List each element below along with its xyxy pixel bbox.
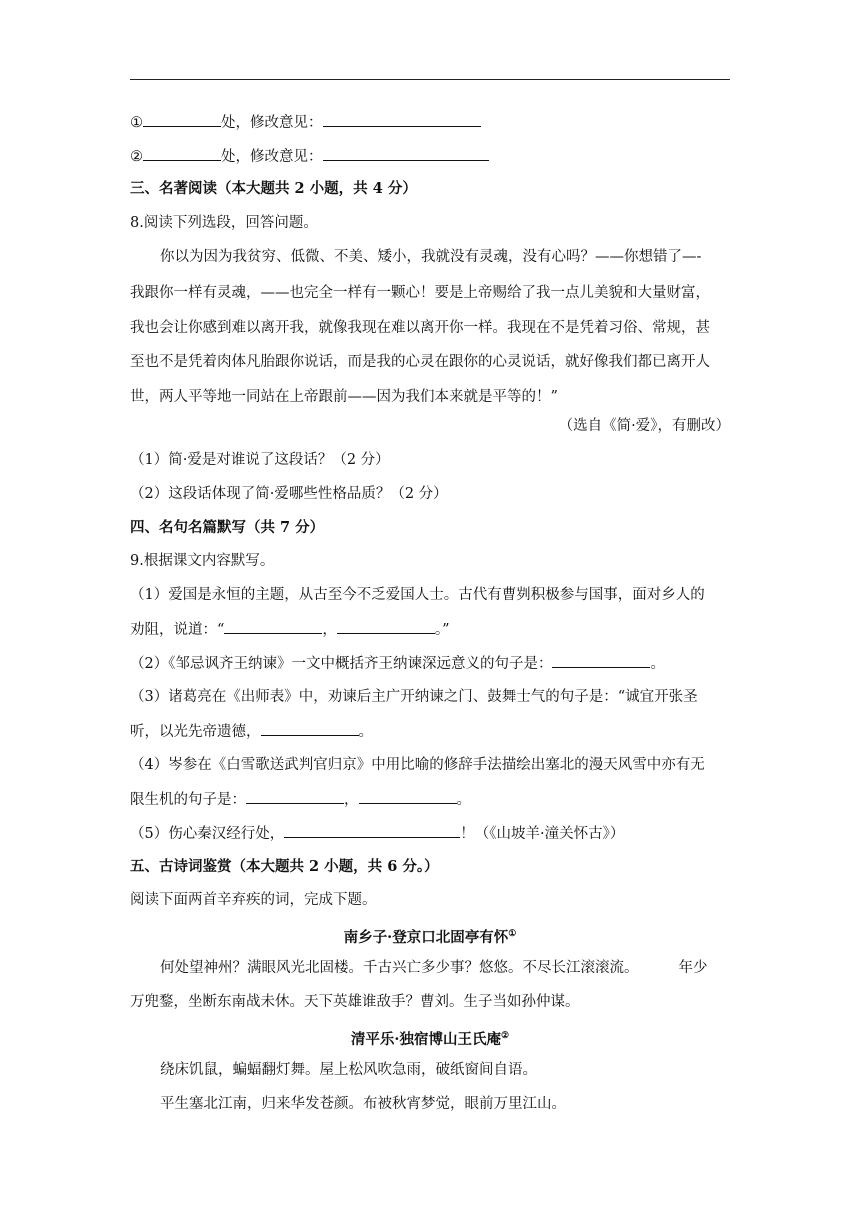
question-9-prompt: 9.根据课文内容默写。 (130, 553, 275, 569)
poem-2-line: 绕床饥鼠，蝙蝠翻灯舞。屋上松风吹急雨，破纸窗间自语。 (160, 1062, 537, 1078)
edit-item-2 (130, 146, 730, 167)
edit-item-label: 处，修改意见： (221, 149, 323, 165)
recite-text: 。 (650, 656, 665, 672)
recite-item-2 (130, 653, 730, 674)
edit-item-1 (130, 112, 730, 133)
recite-text: （5）伤心秦汉经行处， (130, 826, 285, 842)
recite-text: 劝阻，说道：“ (130, 622, 225, 638)
section-heading: 五、古诗词鉴赏（本大题共 2 小题，共 6 分。） (130, 858, 439, 875)
recite-item-5 (130, 823, 730, 844)
question-8-prompt: 8.阅读下列选段，回答问题。 (130, 215, 318, 231)
footnote-marker: ② (500, 1031, 510, 1041)
sub-question-2: （2）这段话体现了简·爱哪些性格品质？（2 分） (130, 486, 448, 502)
edit-item-number: ② (130, 149, 143, 165)
section-intro: 阅读下面两首辛弃疾的词，完成下题。 (130, 892, 377, 908)
recite-text: （2）《邹忌讽齐王纳谏》一文中概括齐王纳谏深远意义的句子是： (130, 656, 553, 672)
header-rule (130, 79, 730, 80)
answer-blank[interactable] (552, 653, 650, 668)
answer-blank[interactable] (246, 789, 344, 804)
recite-item-1-line2 (130, 619, 730, 640)
recite-text: 限生机的句子是： (130, 792, 246, 808)
recite-item-4-line2 (130, 789, 730, 810)
answer-blank[interactable] (143, 146, 221, 161)
answer-blank[interactable] (143, 112, 221, 127)
answer-blank[interactable] (337, 619, 435, 634)
recite-text: 。 (358, 724, 373, 740)
recite-item-4-line1: （4）岑参在《白雪歌送武判官归京》中用比喻的修辞手法描绘出塞北的漫天风雪中亦有无 (130, 757, 705, 773)
edit-item-number: ① (130, 115, 143, 131)
recite-text: 。 (456, 792, 471, 808)
edit-item-label: 处，修改意见： (221, 115, 323, 131)
poem-title-text: 清平乐·独宿博山王氏庵 (350, 1030, 501, 1048)
poem-text: 何处望神州？满眼风光北固楼。千古兴亡多少事？悠悠。不尽长江滚滚流。 (160, 960, 639, 976)
passage-line: 我跟你一样有灵魂，——也完全一样有一颗心！要是上帝赐给了我一点儿美貌和大量财富， (130, 285, 710, 301)
answer-blank[interactable] (323, 146, 489, 161)
footnote-marker: ① (508, 929, 517, 939)
answer-blank[interactable] (323, 112, 481, 127)
recite-item-3-line2 (130, 721, 730, 742)
answer-blank[interactable] (224, 619, 322, 634)
section-heading: 四、名句名篇默写（共 7 分） (130, 519, 325, 536)
poem-text: 年少 (678, 960, 708, 976)
answer-blank[interactable] (261, 721, 359, 736)
answer-blank[interactable] (284, 823, 460, 838)
passage-line: 至也不是凭着肉体凡胎跟你说话，而是我的心灵在跟你的心灵说话，就好像我们都已离开人 (130, 354, 710, 370)
passage-line: 你以为因为我贫穷、低微、不美、矮小，我就没有灵魂，没有心吗？——你想错了—- (160, 249, 702, 265)
section-heading: 三、名著阅读（本大题共 2 小题，共 4 分） (130, 180, 417, 197)
poem-2-title (130, 1026, 730, 1050)
poem-2-line: 平生塞北江南，归来华发苍颜。布被秋宵梦觉，眼前万里江山。 (160, 1096, 566, 1112)
recite-item-3-line1: （3）诸葛亮在《出师表》中，劝谏后主广开纳谏之门、鼓舞士气的句子是：“诚宜开张圣 (130, 689, 698, 705)
poem-title-text: 南乡子·登京口北固亭有怀 (343, 928, 509, 946)
poem-1-line (160, 958, 730, 978)
recite-text: ， (344, 792, 359, 808)
recite-item-1-line1: （1）爱国是永恒的主题，从古至今不乏爱国人士。古代有曹刿积极参与国事，面对乡人的 (130, 587, 705, 603)
passage-line: 我也会让你感到难以离开我，就像我现在难以离开你一样。我现在不是凭着习俗、常规，甚 (130, 320, 710, 336)
sub-question-1: （1）简·爱是对谁说了这段话？（2 分） (130, 452, 390, 468)
passage-line: 世，两人平等地一同站在上帝跟前——因为我们本来就是平等的！” (130, 389, 558, 405)
poem-1-line: 万兜鍪，坐断东南战未休。天下英雄谁敌手？曹刘。生子当如孙仲谋。 (130, 994, 580, 1010)
recite-text: ！（《山坡羊·潼关怀古》） (460, 826, 625, 842)
passage-source: （选自《简·爱》，有删改） (558, 418, 730, 434)
recite-text: ， (322, 622, 337, 638)
answer-blank[interactable] (359, 789, 457, 804)
recite-text: 听，以光先帝遗德， (130, 724, 261, 740)
poem-1-title (130, 924, 730, 948)
recite-text: 。” (434, 622, 450, 638)
